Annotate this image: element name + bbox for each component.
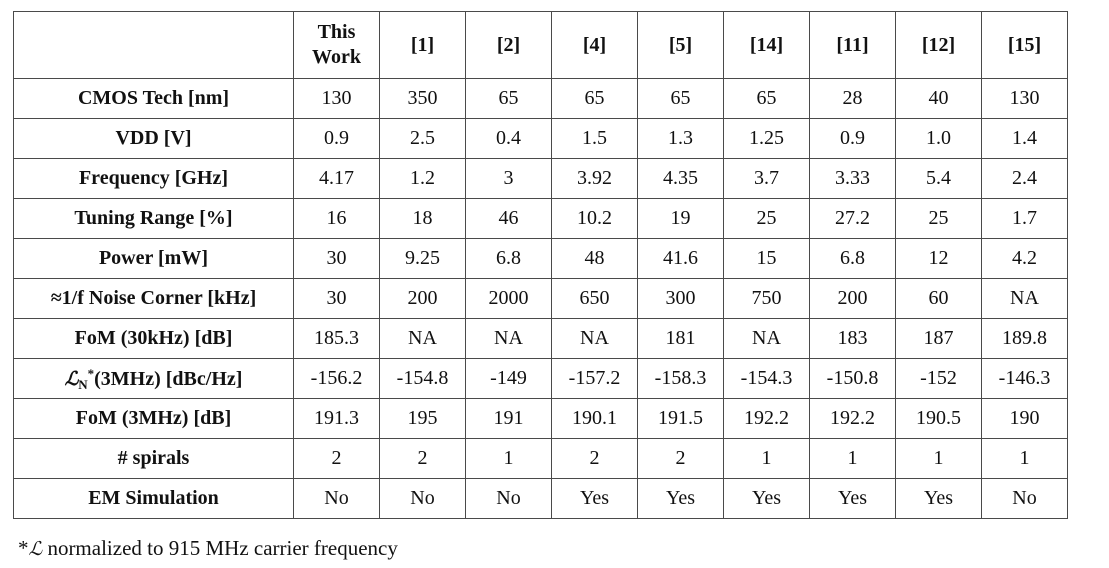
table-cell: 190 (982, 399, 1068, 439)
table-row (14, 159, 1068, 199)
table-cell: -158.3 (638, 359, 724, 399)
table-cell: No (466, 479, 552, 519)
table-cell: 130 (982, 79, 1068, 119)
table-cell: 2 (638, 439, 724, 479)
table-cell: 60 (896, 279, 982, 319)
column-header (552, 12, 638, 79)
table-row (14, 199, 1068, 239)
table-row (14, 119, 1068, 159)
table-cell: 3.7 (724, 159, 810, 199)
column-header (982, 12, 1068, 79)
column-header (466, 12, 552, 79)
footnote-symbol: ℒ (28, 538, 43, 560)
table-cell: 41.6 (638, 239, 724, 279)
table-cell: -157.2 (552, 359, 638, 399)
table-cell: NA (724, 319, 810, 359)
table-cell: 28 (810, 79, 896, 119)
column-header-line: Work (312, 46, 361, 68)
table-cell: NA (552, 319, 638, 359)
corner-header (14, 12, 294, 79)
table-cell: 192.2 (810, 399, 896, 439)
table-row (14, 439, 1068, 479)
column-header-line: [15] (1007, 33, 1042, 56)
row-label: VDD [V] (14, 119, 294, 159)
table-cell: 191 (466, 399, 552, 439)
table-cell: 27.2 (810, 199, 896, 239)
table-cell: 25 (896, 199, 982, 239)
table-cell: 1.5 (552, 119, 638, 159)
table-cell: 750 (724, 279, 810, 319)
table-cell: 183 (810, 319, 896, 359)
table-cell: 191.3 (294, 399, 380, 439)
table-cell: -154.3 (724, 359, 810, 399)
table-cell: 65 (466, 79, 552, 119)
table-cell: 30 (294, 239, 380, 279)
row-label-subscript: N (78, 376, 88, 392)
row-label: EM Simulation (14, 479, 294, 519)
table-cell: 6.8 (466, 239, 552, 279)
table-cell: 15 (724, 239, 810, 279)
table-cell: 6.8 (810, 239, 896, 279)
table-cell: 25 (724, 199, 810, 239)
footnote-text: normalized to 915 MHz carrier frequency (42, 536, 398, 560)
row-label: Power [mW] (14, 239, 294, 279)
table-cell: 192.2 (724, 399, 810, 439)
table-cell: 130 (294, 79, 380, 119)
table-cell: 2000 (466, 279, 552, 319)
row-label (14, 359, 294, 399)
table-cell: -150.8 (810, 359, 896, 399)
table-cell: -156.2 (294, 359, 380, 399)
table-cell: 185.3 (294, 319, 380, 359)
table-cell: 65 (724, 79, 810, 119)
table-row (14, 279, 1068, 319)
column-header (810, 12, 896, 79)
table-body (14, 79, 1068, 519)
comparison-table (13, 11, 1068, 519)
row-label: FoM (30kHz) [dB] (14, 319, 294, 359)
table-cell: NA (982, 279, 1068, 319)
table-cell: No (982, 479, 1068, 519)
table-cell: 0.4 (466, 119, 552, 159)
column-header-line: [2] (496, 33, 521, 56)
table-cell: 1.0 (896, 119, 982, 159)
header-row (14, 12, 1068, 79)
table-cell: Yes (810, 479, 896, 519)
table-cell: 3.92 (552, 159, 638, 199)
table-cell: 40 (896, 79, 982, 119)
table-cell: 200 (380, 279, 466, 319)
table-cell: 9.25 (380, 239, 466, 279)
table-row (14, 399, 1068, 439)
table-cell: 48 (552, 239, 638, 279)
table-cell: 19 (638, 199, 724, 239)
comparison-table-container (13, 11, 1068, 519)
column-header (294, 12, 380, 79)
table-cell: 16 (294, 199, 380, 239)
table-cell: 0.9 (810, 119, 896, 159)
table-cell: 1.3 (638, 119, 724, 159)
table-cell: Yes (638, 479, 724, 519)
row-label: Frequency [GHz] (14, 159, 294, 199)
table-cell: Yes (552, 479, 638, 519)
table-cell: 4.17 (294, 159, 380, 199)
row-label-symbol: ℒ (64, 367, 79, 390)
table-row (14, 79, 1068, 119)
table-cell: 187 (896, 319, 982, 359)
table-row (14, 239, 1068, 279)
table-cell: 46 (466, 199, 552, 239)
table-cell: Yes (724, 479, 810, 519)
table-cell: 12 (896, 239, 982, 279)
row-label: FoM (3MHz) [dB] (14, 399, 294, 439)
table-cell: 65 (552, 79, 638, 119)
table-cell: 350 (380, 79, 466, 119)
table-cell: 195 (380, 399, 466, 439)
table-cell: 1 (896, 439, 982, 479)
table-cell: 65 (638, 79, 724, 119)
table-cell: 2 (552, 439, 638, 479)
table-cell: NA (380, 319, 466, 359)
column-header (380, 12, 466, 79)
table-cell: No (380, 479, 466, 519)
table-cell: 4.35 (638, 159, 724, 199)
table-cell: 1.2 (380, 159, 466, 199)
table-cell: -154.8 (380, 359, 466, 399)
column-header (724, 12, 810, 79)
column-header-line: [14] (749, 33, 784, 56)
table-cell: 190.1 (552, 399, 638, 439)
table-cell: 4.2 (982, 239, 1068, 279)
table-cell: 5.4 (896, 159, 982, 199)
footnote-asterisk: * (18, 536, 29, 560)
table-cell: -149 (466, 359, 552, 399)
column-header-line: [5] (668, 33, 693, 56)
row-label-superscript: * (87, 365, 95, 381)
table-cell: 2.4 (982, 159, 1068, 199)
table-cell: 2.5 (380, 119, 466, 159)
table-cell: -146.3 (982, 359, 1068, 399)
table-cell: 2 (380, 439, 466, 479)
column-header-line: [4] (582, 33, 607, 56)
table-row (14, 479, 1068, 519)
column-header-line: [1] (410, 33, 435, 56)
row-label: Tuning Range [%] (14, 199, 294, 239)
table-cell: 181 (638, 319, 724, 359)
row-label: # spirals (14, 439, 294, 479)
table-cell: 190.5 (896, 399, 982, 439)
table-cell: 3 (466, 159, 552, 199)
table-cell: 200 (810, 279, 896, 319)
row-label-text: (3MHz) [dBc/Hz] (94, 367, 243, 390)
table-cell: 10.2 (552, 199, 638, 239)
table-cell: 0.9 (294, 119, 380, 159)
table-cell: 650 (552, 279, 638, 319)
table-cell: -152 (896, 359, 982, 399)
footnote (18, 536, 398, 561)
table-cell: Yes (896, 479, 982, 519)
table-cell: 300 (638, 279, 724, 319)
table-cell: 1.7 (982, 199, 1068, 239)
table-cell: 30 (294, 279, 380, 319)
column-header (638, 12, 724, 79)
table-cell: 1 (724, 439, 810, 479)
table-cell: 1 (466, 439, 552, 479)
table-cell: 191.5 (638, 399, 724, 439)
table-row (14, 359, 1068, 399)
column-header-line: [12] (921, 33, 956, 56)
column-header-line: [11] (836, 33, 869, 56)
table-cell: NA (466, 319, 552, 359)
table-cell: 2 (294, 439, 380, 479)
table-cell: 3.33 (810, 159, 896, 199)
row-label: ≈1/f Noise Corner [kHz] (14, 279, 294, 319)
table-cell: 1.25 (724, 119, 810, 159)
column-header (896, 12, 982, 79)
table-cell: 18 (380, 199, 466, 239)
column-header-line: This (317, 21, 356, 43)
table-cell: 189.8 (982, 319, 1068, 359)
table-cell: 1.4 (982, 119, 1068, 159)
table-cell: 1 (982, 439, 1068, 479)
table-cell: No (294, 479, 380, 519)
table-row (14, 319, 1068, 359)
row-label: CMOS Tech [nm] (14, 79, 294, 119)
table-cell: 1 (810, 439, 896, 479)
